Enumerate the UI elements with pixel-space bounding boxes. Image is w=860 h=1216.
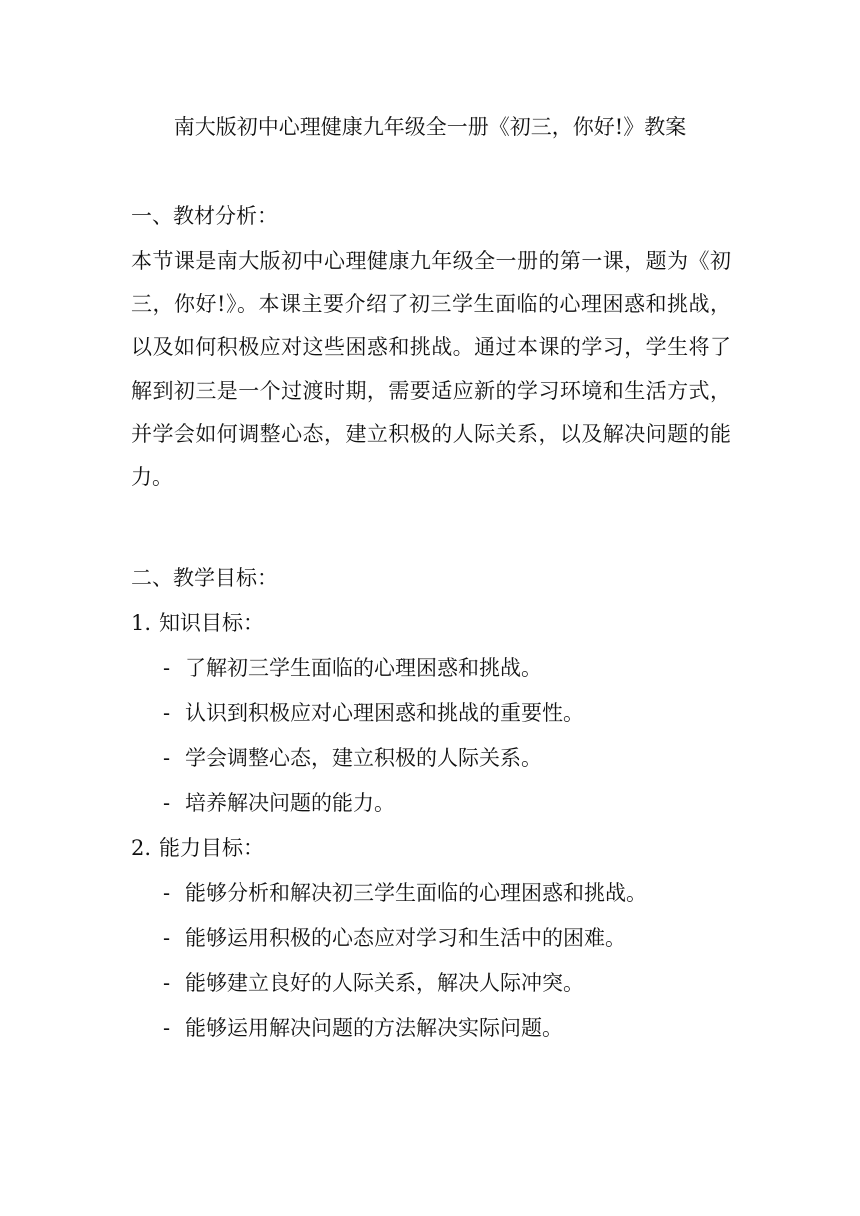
section-heading-textbook-analysis: 一、教材分析： [131,204,278,228]
textbook-analysis-paragraph: 本节课是南大版初中心理健康九年级全一册的第一课，题为《初三，你好!》。本课主要介绍了初三学生面临的心理困惑和挑战，以及如何积极应对这些困惑和挑战。通过本课的学习，学生将了解到初三是一个过渡时期，需要适应新的学习环境和生活方式，并学会如何调整心态，建立积极的人际关系，以及解决问题的能力。 [131,249,731,490]
list-item-text: 认识到积极应对心理困惑和挑战的重要性。 [185,701,584,725]
bullet-dash: - [163,656,171,680]
list-item [163,698,584,728]
list-item [163,788,395,818]
list-item-text: 能够分析和解决初三学生面临的心理困惑和挑战。 [185,881,647,905]
bullet-dash: - [163,926,171,950]
list-item-text: 能够建立良好的人际关系，解决人际冲突。 [185,971,584,995]
bullet-dash: - [163,1016,171,1040]
bullet-dash: - [163,971,171,995]
list-item [163,968,584,998]
bullet-dash: - [163,701,171,725]
goal-label: 能力目标： [159,836,264,860]
list-item [163,743,542,773]
document-title: 南大版初中心理健康九年级全一册《初三，你好!》教案 [173,115,687,139]
bullet-dash: - [163,881,171,905]
list-item-text: 学会调整心态，建立积极的人际关系。 [185,746,542,770]
goal-knowledge [131,608,264,638]
list-item-text: 培养解决问题的能力。 [185,791,395,815]
goal-number: 2. [131,836,152,860]
list-item [163,653,542,683]
bullet-dash: - [163,746,171,770]
list-item [163,878,647,908]
list-item-text: 了解初三学生面临的心理困惑和挑战。 [185,656,542,680]
section-heading-teaching-goals: 二、教学目标： [131,566,278,590]
goal-number: 1. [131,611,152,635]
list-item-text: 能够运用积极的心态应对学习和生活中的困难。 [185,926,626,950]
goal-ability [131,833,264,863]
list-item-text: 能够运用解决问题的方法解决实际问题。 [185,1016,563,1040]
bullet-dash: - [163,791,171,815]
list-item [163,1013,563,1043]
list-item [163,923,626,953]
goal-label: 知识目标： [159,611,264,635]
